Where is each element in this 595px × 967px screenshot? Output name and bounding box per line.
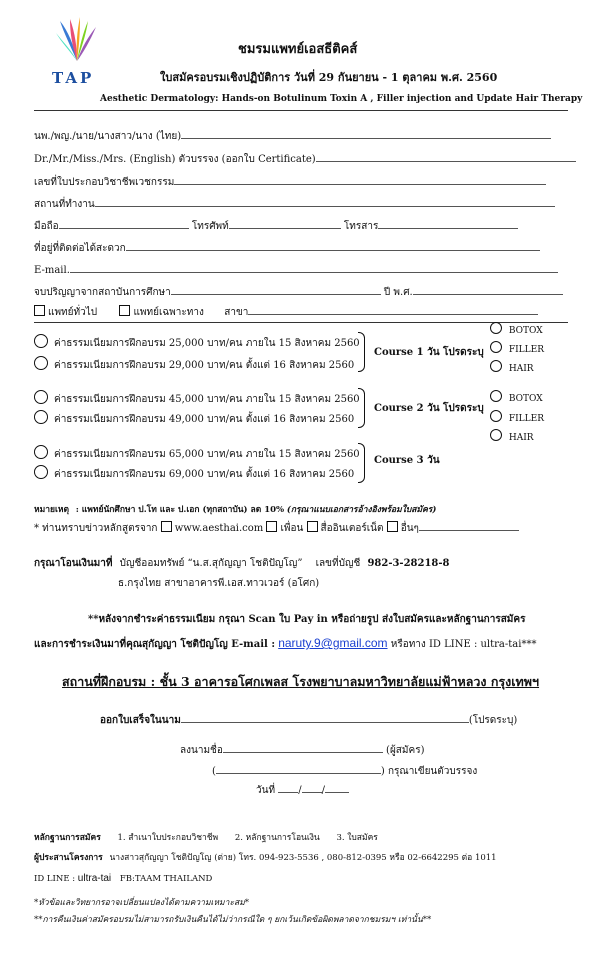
course1-hair-label: HAIR — [508, 364, 534, 374]
course1-fee-late-radio[interactable] — [34, 356, 48, 370]
logo — [50, 15, 104, 87]
evidence-item-2: 2. หลักฐานการโอนเงิน — [234, 833, 320, 843]
footnote-2: **การคืนเงินค่าสมัครอบรมไม่สามารถรับเงินคืนได้ไม่ว่ากรณีใด ๆ ยกเว้นเกิดข้อผิดพลาดจากชมรมฯ เท่านั้น** — [34, 915, 432, 925]
payment-instruction-2 — [34, 636, 536, 652]
evidence-label: หลักฐานการสมัคร — [34, 833, 101, 843]
note-hint: (กรุณาแนบเอกสารอ้างอิงพร้อมใบสมัคร) — [286, 505, 437, 515]
course1-fee-early-label: ค่าธรรมเนียมการฝึกอบรม 25,000 บาท/คน ภายใน 15 สิงหาคม 2560 — [54, 338, 360, 349]
course1-botox-radio[interactable] — [490, 322, 502, 334]
address-label: ที่อยู่ที่ติดต่อได้สะดวก — [34, 243, 126, 254]
course2-fee-early[interactable] — [34, 390, 360, 407]
line-id-label: ID LINE : — [34, 874, 76, 884]
course2-fee-late[interactable] — [34, 410, 354, 427]
course2-fee-late-label: ค่าธรรมเนียมการฝึกอบรม 49,000 บาท/คน ตั้งแต่ 16 สิงหาคม 2560 — [54, 414, 355, 425]
course2-fee-early-label: ค่าธรรมเนียมการฝึกอบรม 45,000 บาท/คน ภายใน 15 สิงหาคม 2560 — [54, 394, 360, 405]
payment-instruction-2-suffix: หรือทาง ID LINE : ultra-tai*** — [390, 639, 537, 650]
source-website-checkbox[interactable] — [161, 521, 172, 532]
date-separator-1: / — [298, 785, 302, 796]
course3-fee-early-label: ค่าธรรมเนียมการฝึกอบรม 65,000 บาท/คน ภายใน 15 สิงหาคม 2560 — [54, 449, 360, 460]
course3-fee-late[interactable] — [34, 465, 354, 482]
note — [34, 502, 436, 516]
course1-brace — [358, 332, 365, 372]
course3-fee-early-radio[interactable] — [34, 445, 48, 459]
course2-name: Course 2 วัน โปรดระบุ — [374, 403, 484, 414]
field-print-name[interactable]: ( ) กรุณาเขียนตัวบรรจง — [212, 763, 477, 779]
source-internet-checkbox[interactable] — [307, 521, 318, 532]
coordinator-label: ผู้ประสานโครงการ — [34, 853, 103, 863]
branch-label: สาขา — [224, 307, 249, 318]
course3-fee-late-radio[interactable] — [34, 465, 48, 479]
course1-option-botox[interactable] — [490, 322, 543, 336]
mobile-label: มือถือ — [34, 221, 59, 232]
phone-label: โทรศัพท์ — [191, 221, 229, 232]
course1-option-hair[interactable] — [490, 360, 534, 374]
note-label: หมายเหตุ — [34, 505, 69, 515]
wings-icon — [50, 15, 104, 65]
email-label: E-mail. — [34, 265, 70, 276]
field-name-en[interactable] — [34, 151, 576, 167]
coordinator-row — [34, 850, 497, 864]
course1-filler-radio[interactable] — [490, 341, 502, 353]
license-label: เลขที่ใบประกอบวิชาชีพเวชกรรม — [34, 177, 175, 188]
evidence-item-1: 1. สำเนาใบประกอบวิชาชีพ — [117, 833, 219, 843]
source-website-label: www.aesthai.com — [174, 523, 264, 534]
evidence-row — [34, 830, 378, 844]
field-signature[interactable] — [180, 742, 424, 758]
course2-brace — [358, 388, 365, 428]
source-row — [34, 520, 519, 536]
fax-label: โทรสาร — [343, 221, 379, 232]
source-friend-label: เพื่อน — [280, 523, 304, 534]
workplace-label: สถานที่ทำงาน — [34, 199, 95, 210]
payment-instruction-1: **หลังจากชำระค่าธรรมเนียม กรุณา Scan ใบ Pay in หรือถ่ายรูป ส่งใบสมัครและหลักฐานการสมัคร — [88, 614, 526, 625]
course1-botox-label: BOTOX — [508, 326, 543, 336]
course1-fee-late-label: ค่าธรรมเนียมการฝึกอบรม 29,000 บาท/คน ตั้งแต่ 16 สิงหาคม 2560 — [54, 360, 355, 371]
course2-fee-early-radio[interactable] — [34, 390, 48, 404]
specialist-doctor-checkbox[interactable] — [119, 305, 130, 316]
receipt-label: ออกใบเสร็จในนาม — [100, 715, 181, 726]
name-en-label: Dr./Mr./Miss./Mrs. (English) ตัวบรรจง (ออกใบ Certificate) — [34, 154, 316, 165]
course1-fee-late[interactable] — [34, 356, 354, 373]
field-email[interactable] — [34, 262, 558, 276]
specialist-doctor-label: แพทย์เฉพาะทาง — [133, 307, 204, 318]
contact-email-link[interactable]: naruty.9@gmail.com — [278, 636, 388, 650]
course2-filler-radio[interactable] — [490, 410, 502, 422]
field-doctor-type — [34, 304, 538, 320]
field-license[interactable] — [34, 174, 546, 190]
print-name-hint: กรุณาเขียนตัวบรรจง — [388, 766, 478, 777]
course3-fee-early[interactable] — [34, 445, 360, 462]
graduated-label: จบปริญญาจากสถาบันการศึกษา — [34, 287, 171, 298]
field-address[interactable] — [34, 240, 540, 256]
signature-label: ลงนามชื่อ — [180, 745, 223, 756]
field-phones[interactable] — [34, 218, 518, 234]
payment-bank: ธ.กรุงไทย สาขาอาคารพี.เอส.ทาวเวอร์ (อโศก) — [118, 578, 320, 589]
field-name-th[interactable] — [34, 128, 551, 144]
course2-fee-late-radio[interactable] — [34, 410, 48, 424]
course2-hair-label: HAIR — [508, 433, 534, 443]
evidence-item-3: 3. ใบสมัคร — [336, 833, 378, 843]
payment-label: กรุณาโอนเงินมาที่ — [34, 558, 113, 569]
payment-account-name: บัญชีออมทรัพย์ “น.ส.สุกัญญา โชติปัญโญ” — [119, 558, 303, 569]
page-title: ชมรมแพทย์เอสธีติคส์ — [238, 42, 358, 57]
course1-name: Course 1 วัน โปรดระบุ — [374, 347, 484, 358]
source-prefix: * ท่านทราบข่าวหลักสูตรจาก — [34, 523, 158, 534]
source-other-label: อื่นๆ — [400, 523, 419, 534]
header-divider — [34, 110, 568, 111]
course2-option-filler[interactable] — [490, 410, 544, 424]
receipt-suffix: (โปรดระบุ) — [468, 715, 518, 726]
logo-text: TAP — [52, 69, 95, 87]
payment-account-no-label: เลขที่บัญชี — [315, 558, 361, 569]
course1-filler-label: FILLER — [508, 345, 544, 355]
line-id-row — [34, 873, 212, 884]
course1-option-filler[interactable] — [490, 341, 544, 355]
course1-fee-early[interactable] — [34, 334, 360, 351]
coordinator-text: นางสาวสุกัญญา โชติปัญโญ (ต่าย) โทร. 094-923-5536 , 080-812-0395 หรือ 02-6642295 ต่อ 1011 — [109, 853, 497, 863]
year-label: ปี พ.ศ. — [383, 287, 413, 298]
course-title: Aesthetic Dermatology: Hands-on Botulinum Toxin A , Filler injection and Update Hair Therapy — [100, 94, 583, 104]
date-label: วันที่ — [256, 785, 276, 796]
line-id-value: ultra-tai — [77, 873, 112, 884]
course3-name: Course 3 วัน — [374, 455, 440, 466]
name-th-label: นพ./พญ./นาย/นางสาว/นาง (ไทย) — [34, 131, 182, 142]
note-text: : แพทย์นักศึกษา ป.โท และ ป.เอก (ทุกสถาบัน) ลด 10% — [75, 505, 285, 515]
page-subtitle: ใบสมัครอบรมเชิงปฏิบัติการ วันที่ 29 กันยายน - 1 ตุลาคม พ.ศ. 2560 — [160, 71, 498, 84]
facebook-handle: FB:TAAM THAILAND — [119, 874, 213, 884]
course2-botox-label: BOTOX — [508, 394, 543, 404]
footnote-1: *หัวข้อและวิทยากรอาจเปลี่ยนแปลงได้ตามความเหมาะสม* — [34, 898, 250, 908]
general-doctor-label: แพทย์ทั่วไป — [48, 307, 98, 318]
payment-instruction-2-prefix: และการชำระเงินมาที่คุณสุกัญญา โชติปัญโญ E-mail : — [34, 639, 276, 650]
course2-botox-radio[interactable] — [490, 390, 502, 402]
source-friend-checkbox[interactable] — [266, 521, 277, 532]
source-internet-label: สื่ออินเตอร์เน็ต — [320, 523, 384, 534]
general-doctor-checkbox[interactable] — [34, 305, 45, 316]
source-other-checkbox[interactable] — [387, 521, 398, 532]
course1-fee-early-radio[interactable] — [34, 334, 48, 348]
field-date[interactable] — [256, 782, 349, 798]
field-receipt-name[interactable] — [100, 712, 517, 728]
course1-hair-radio[interactable] — [490, 360, 502, 372]
form-divider — [34, 322, 568, 323]
course2-option-hair[interactable] — [490, 429, 534, 443]
payment-row — [34, 556, 449, 571]
course3-brace — [358, 443, 365, 483]
venue: สถานที่ฝึกอบรม : ชั้น 3 อาคารอโศกเพลส โรงพยาบาลมหาวิทยาลัยแม่ฟ้าหลวง กรุงเทพฯ — [62, 674, 540, 689]
course2-option-botox[interactable] — [490, 390, 543, 404]
signature-applicant: (ผู้สมัคร) — [386, 745, 425, 756]
course2-hair-radio[interactable] — [490, 429, 502, 441]
course3-fee-late-label: ค่าธรรมเนียมการฝึกอบรม 69,000 บาท/คน ตั้งแต่ 16 สิงหาคม 2560 — [54, 469, 355, 480]
field-graduated[interactable] — [34, 284, 563, 300]
field-workplace[interactable] — [34, 196, 555, 212]
payment-account-no: 982-3-28218-8 — [367, 558, 450, 569]
course2-filler-label: FILLER — [508, 414, 544, 424]
date-separator-2: / — [321, 785, 325, 796]
